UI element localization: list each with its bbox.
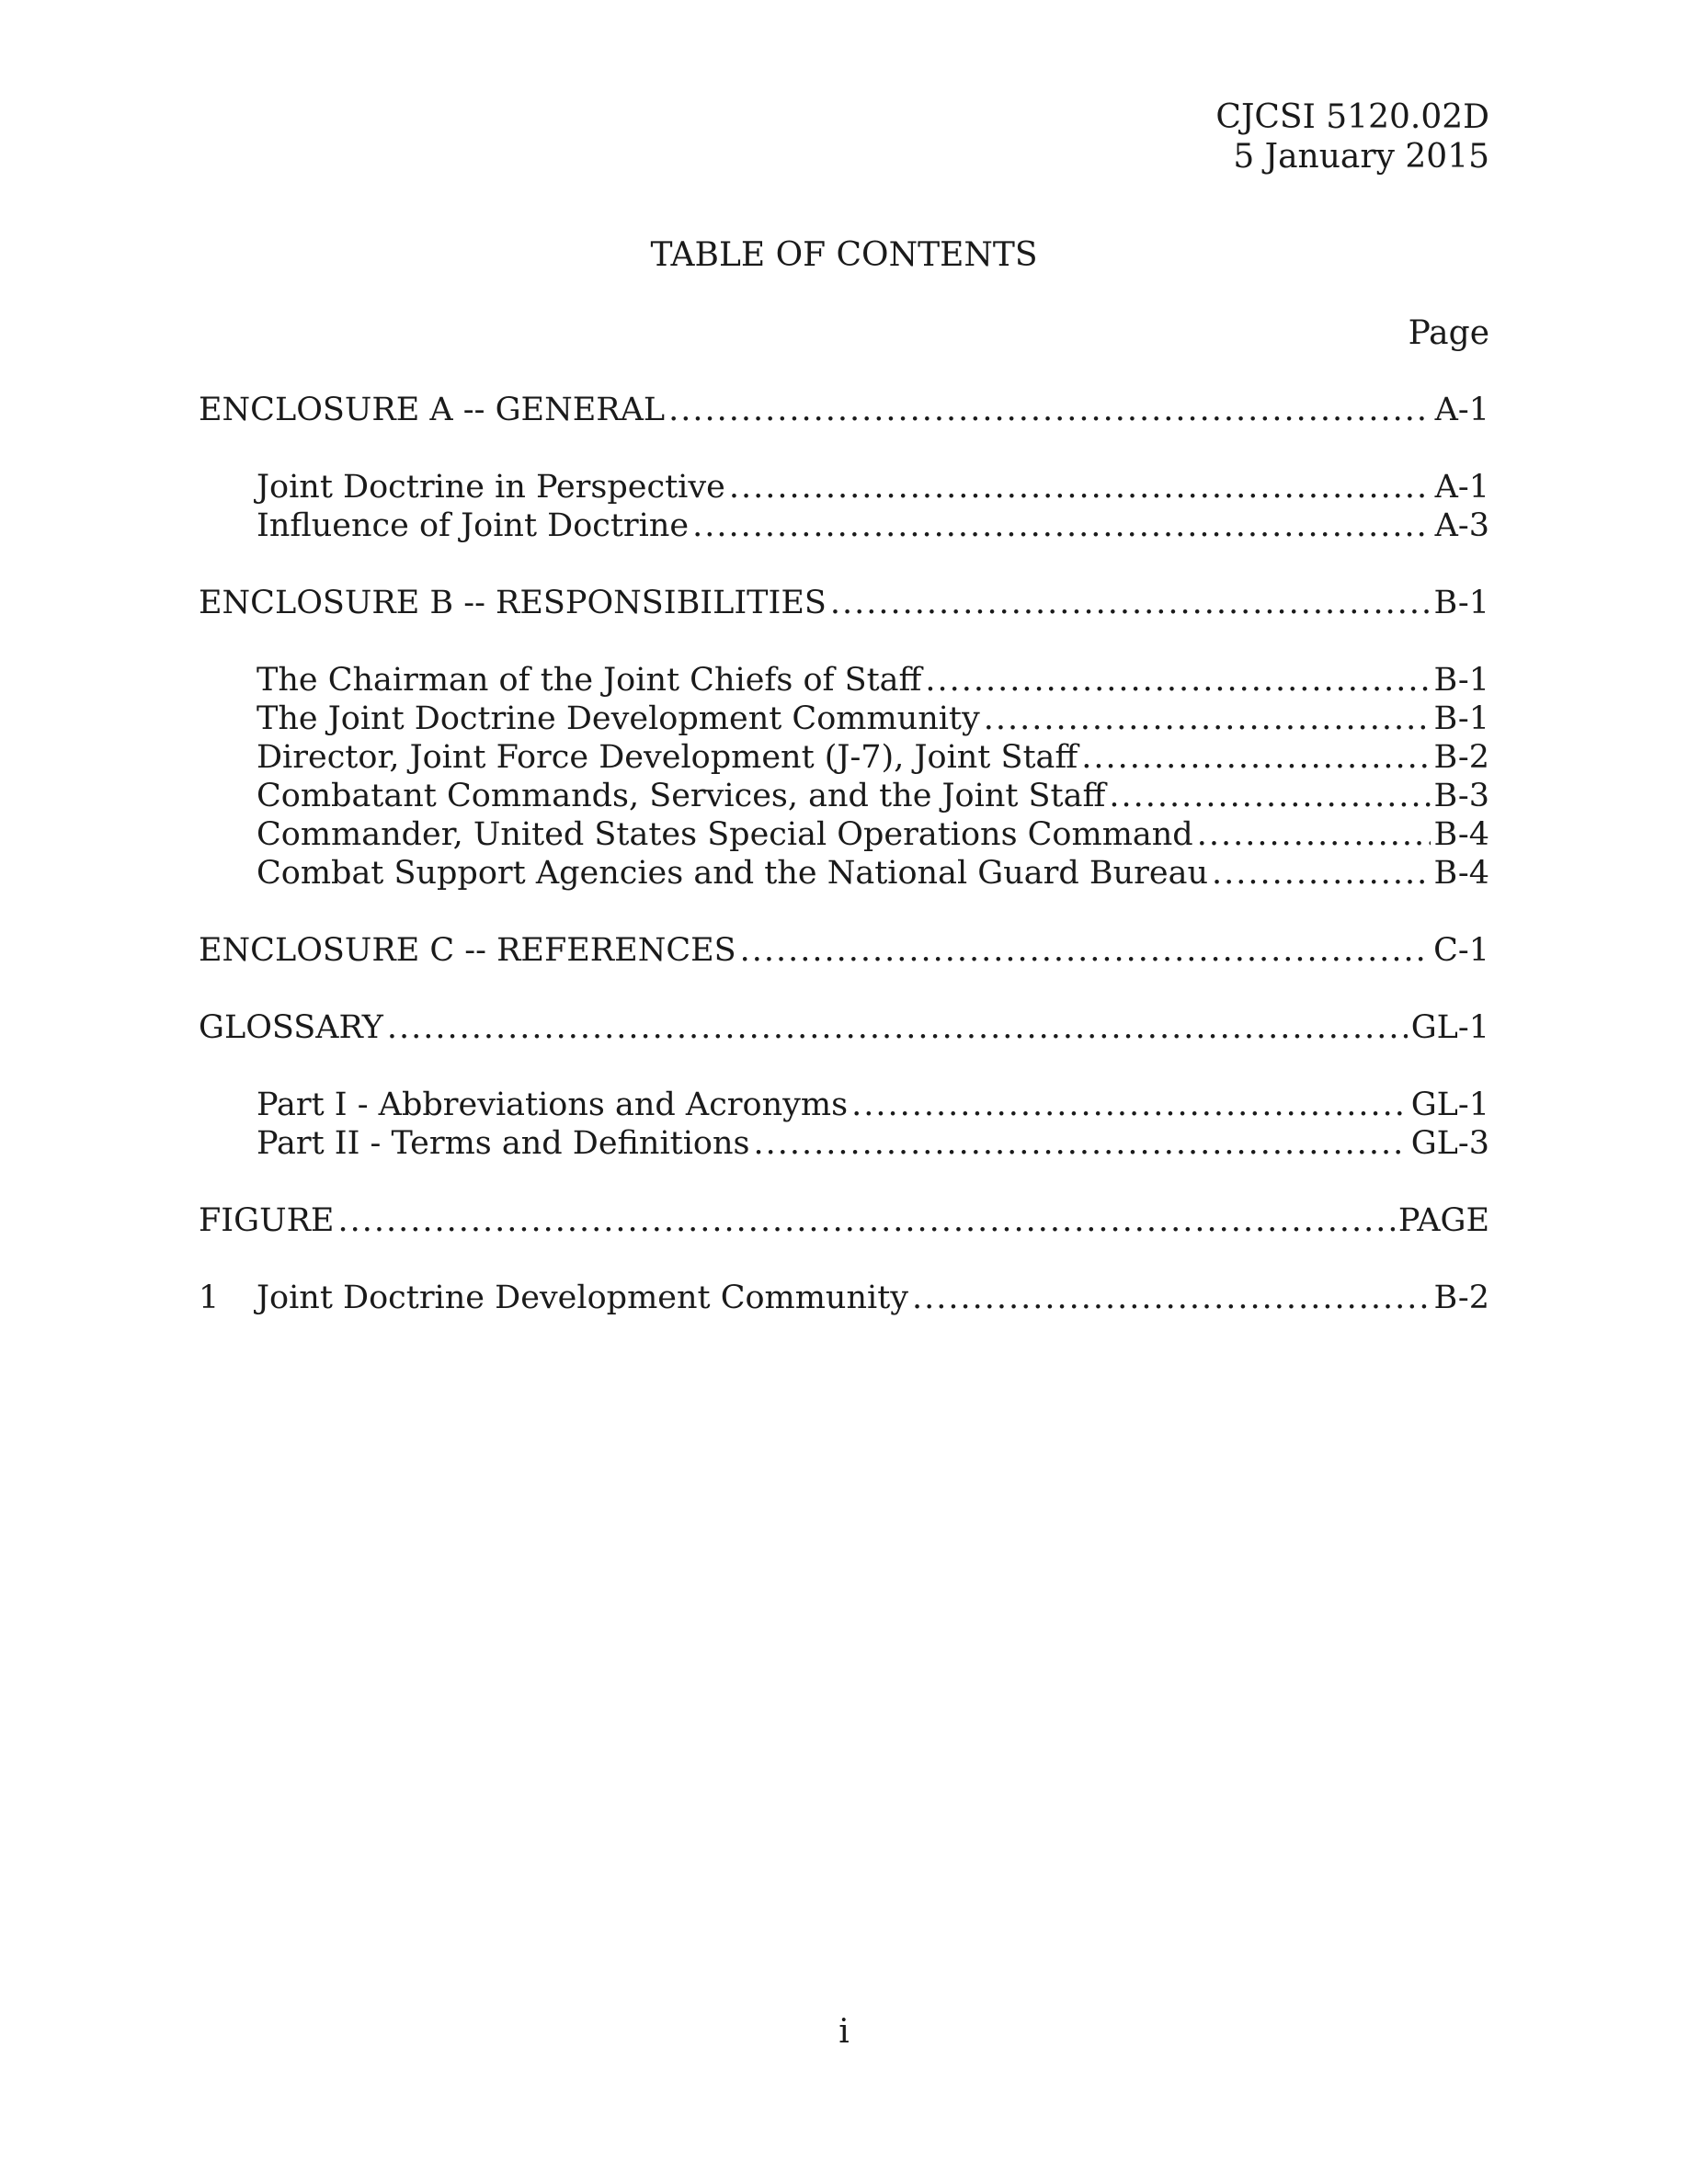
toc-entry-label: Joint Doctrine in Perspective — [257, 469, 725, 506]
dot-leader — [1109, 777, 1430, 815]
page-column-label: Page — [1408, 314, 1489, 352]
toc-entry-label: ENCLOSURE C -- REFERENCES — [199, 932, 736, 969]
toc-entry-page: B-2 — [1433, 739, 1489, 776]
toc-entry-enclosure-c[interactable] — [199, 931, 1489, 970]
page-number: i — [838, 2013, 850, 2051]
toc-entry-page: B-3 — [1433, 778, 1489, 814]
toc-entry-label: The Joint Doctrine Development Community — [257, 700, 980, 737]
toc-entry-page: B-4 — [1433, 855, 1489, 892]
toc-entry-page: B-1 — [1433, 700, 1489, 737]
toc-entry-enclosure-b[interactable] — [199, 584, 1489, 622]
dot-leader — [851, 1086, 1408, 1124]
toc-entry-figure-1[interactable] — [199, 1279, 1489, 1317]
toc-entry-page: B-2 — [1433, 1280, 1489, 1316]
toc-entry-label: Joint Doctrine Development Community — [257, 1280, 909, 1316]
toc-entry-joint-doctrine-in-perspective[interactable] — [199, 468, 1489, 506]
toc-entry-label: ENCLOSURE A -- GENERAL — [199, 392, 666, 428]
toc-entry-page: A-3 — [1434, 507, 1489, 544]
toc-entry-glossary-part-1[interactable] — [199, 1086, 1489, 1124]
dot-leader — [387, 1008, 1408, 1047]
toc-entry-page: A-1 — [1434, 392, 1489, 428]
toc-entry-combatant-commands[interactable] — [199, 777, 1489, 815]
page-title: TABLE OF CONTENTS — [650, 236, 1038, 274]
toc-entry-label: Part I - Abbreviations and Acronyms — [257, 1086, 849, 1123]
dot-leader — [729, 468, 1431, 506]
toc-entry-page: GL-1 — [1410, 1009, 1489, 1046]
toc-entry-page: GL-3 — [1410, 1125, 1489, 1162]
toc-entry-influence-of-joint-doctrine[interactable] — [199, 506, 1489, 545]
dot-leader — [740, 931, 1430, 970]
figure-header-page-label: PAGE — [1397, 1202, 1489, 1239]
toc-entry-page: C-1 — [1433, 932, 1489, 969]
document-header — [1215, 97, 1489, 176]
dot-leader — [830, 584, 1431, 622]
toc-entry-label: ENCLOSURE B -- RESPONSIBILITIES — [199, 585, 827, 621]
figure-number: 1 — [199, 1280, 220, 1316]
document-date: 5 January 2015 — [1233, 138, 1489, 176]
figure-header-label: FIGURE — [199, 1202, 335, 1239]
dot-leader — [668, 391, 1431, 429]
toc-entry-label: Director, Joint Force Development (J-7), Joint Staff — [257, 739, 1078, 776]
toc-entry-label: Commander, United States Special Operations Command — [257, 816, 1193, 853]
toc-entry-page: B-1 — [1433, 662, 1489, 699]
toc-entry-socom[interactable] — [199, 815, 1489, 854]
toc-entry-label: Combat Support Agencies and the National Guard Bureau — [257, 855, 1209, 892]
table-of-contents — [199, 391, 1489, 1317]
dot-leader — [912, 1279, 1430, 1317]
toc-entry-page: B-4 — [1433, 816, 1489, 853]
toc-entry-label: GLOSSARY — [199, 1009, 383, 1046]
toc-entry-page: A-1 — [1434, 469, 1489, 506]
dot-leader — [984, 700, 1431, 738]
toc-entry-page: B-1 — [1433, 585, 1489, 621]
dot-leader — [337, 1201, 1394, 1240]
toc-entry-label: Influence of Joint Doctrine — [257, 507, 690, 544]
toc-entry-label: Combatant Commands, Services, and the Joint Staff — [257, 778, 1106, 814]
dot-leader — [1212, 854, 1431, 893]
dot-leader — [1081, 738, 1430, 777]
toc-entry-enclosure-a[interactable] — [199, 391, 1489, 429]
document-number: CJCSI 5120.02D — [1215, 98, 1489, 136]
toc-figure-header — [199, 1201, 1489, 1240]
dot-leader — [1197, 815, 1431, 854]
dot-leader — [753, 1124, 1407, 1163]
toc-entry-chairman[interactable] — [199, 661, 1489, 700]
toc-entry-glossary-part-2[interactable] — [199, 1124, 1489, 1163]
toc-entry-label: The Chairman of the Joint Chiefs of Staff — [257, 662, 922, 699]
toc-entry-csa-ngb[interactable] — [199, 854, 1489, 893]
toc-entry-director-j7[interactable] — [199, 738, 1489, 777]
toc-entry-jddc[interactable] — [199, 700, 1489, 738]
toc-entry-label: Part II - Terms and Definitions — [257, 1125, 750, 1162]
dot-leader — [925, 661, 1430, 700]
toc-entry-page: GL-1 — [1410, 1086, 1489, 1123]
toc-entry-glossary[interactable] — [199, 1008, 1489, 1047]
dot-leader — [692, 506, 1431, 545]
